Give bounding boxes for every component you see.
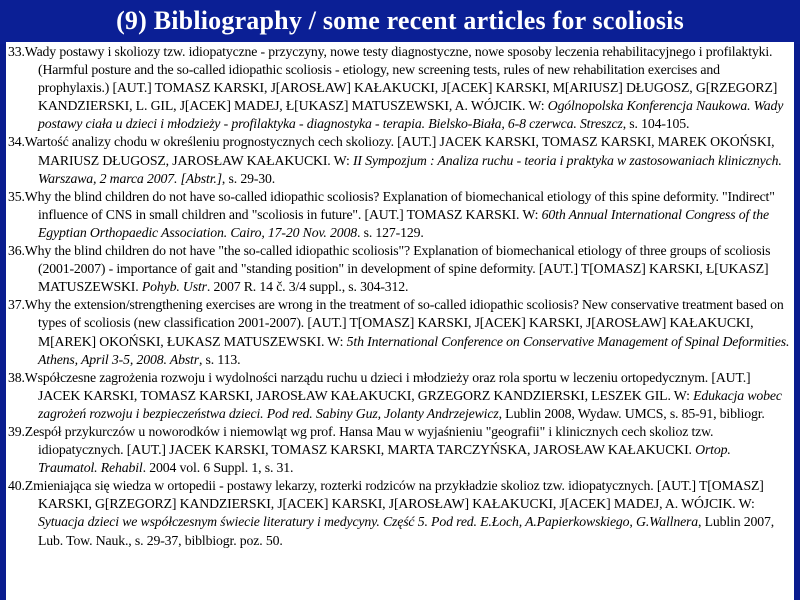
reference-text: Wady postawy i skoliozy tzw. idiopatyczne - przyczyny, nowe testy diagnostyczne, nowe sposoby leczenia rehabilitacyjnego i profilaktyki. (Harmful posture and the so-called idiopathic scoliosis - etiology, new screening tests, rules of new rehabilitation exercises and prophylaxis.) [AUT.] TOMASZ KARSKI, J[AROSŁAW] KAŁAKUCKI, J[ACEK] KARSKI, M[ARIUSZ] DŁUGOSZ, G[RZEGORZ] KANDZIERSKI, L. GIL, J[ACEK] MADEJ, Ł[UKASZ] MATUSZEWSKI, A. WÓJCIK. W: <box>24 44 778 114</box>
reference-number: 35. <box>8 188 25 204</box>
reference-venue: Sytuacja dzieci we współczesnym świecie literatury i medycyny. Część 5. Pod red. E.Łoch, A.Papierkowskiego, G.Wallnera <box>38 514 699 530</box>
reference-text: Why the blind children do not have so-called idiopathic scoliosis? Explanation of biomechanical etiology of this spine deformity. "Indirect" influence of CNS in small children and "scoliosis in future". [AUT.] TOMASZ KARSKI. W: <box>24 188 775 222</box>
reference-tail: . s. 127-129. <box>357 224 424 240</box>
reference-33 <box>8 43 790 133</box>
reference-tail: . 2004 vol. 6 Suppl. 1, s. 31. <box>142 460 294 476</box>
reference-tail: . 2007 R. 14 č. 3/4 suppl., s. 304-312. <box>206 279 409 295</box>
reference-number: 38. <box>8 369 25 385</box>
reference-number: 39. <box>8 423 25 439</box>
reference-venue: Edukacja wobec zagrożeń rozwoju i bezpieczeństwa dzieci. Pod red. Sabiny Guz, Jolanty Andrzejewicz <box>38 387 782 421</box>
reference-number: 34. <box>8 134 25 150</box>
reference-37 <box>8 296 790 368</box>
reference-tail: , s. 29-30. <box>221 170 276 186</box>
reference-text: Zespół przykurczów u noworodków i niemowląt wg prof. Hansa Mau w wyjaśnieniu "geografii" i klinicznych cech skolioz tzw. idiopatycznych. [AUT.] JACEK KARSKI, TOMASZ KARSKI, MARTA TARCZYŃSKA, JAROSŁAW KAŁAKUCKI. <box>24 423 714 458</box>
reference-tail: , Lublin 2008, Wydaw. UMCS, s. 85-91, bibliogr. <box>498 405 765 421</box>
reference-tail: , s. 113. <box>198 351 241 367</box>
reference-text: Why the extension/strengthening exercises are wrong in the treatment of so-called idiopathic scoliosis? New conservative treatment based on types of scoliosis (new classification 2001-2007). [AUT.] T[OMASZ] KARSKI, J[ACEK] KARSKI, J[AROSŁAW] KAŁAKUCKI, M[AREK] OKOŃSKI, ŁUKASZ MATUSZEWSKI. W: <box>24 297 784 349</box>
reference-39 <box>8 423 790 477</box>
slide-title: (9) Bibliography / some recent articles for scoliosis <box>116 6 684 35</box>
reference-venue: Pohyb. Ustr <box>141 279 207 295</box>
reference-38 <box>8 369 790 423</box>
reference-35 <box>8 188 790 242</box>
reference-list <box>6 42 794 550</box>
reference-venue: Ogólnopolska Konferencja Naukowa. Wady postawy ciała u dzieci i młodzieży - profilaktyka - diagnostyka - terapia. Bielsko-Biała, 6-8 czerwca. Streszcz <box>38 98 784 132</box>
reference-number: 40. <box>8 478 25 494</box>
reference-tail: , s. 104-105. <box>622 116 690 132</box>
content-panel <box>6 42 794 600</box>
reference-venue: Ortop. Traumatol. Rehabil <box>38 442 731 476</box>
reference-venue: II Sympozjum : Analiza ruchu - teoria i praktyka w zastosowaniach klinicznych. Warszawa, 2 marca 2007. [Abstr.] <box>38 152 782 186</box>
reference-tail: , Lublin 2007, Lub. Tow. Nauk., s. 29-37, biblbiogr. poz. 50. <box>38 514 775 548</box>
reference-text: Why the blind children do not have "the so-called idiopathic scoliosis"? Explanation of biomechanical etiology of three groups of scoliosis (2001-2007) - importance of gait and "standing position" in development of spine deformity. [AUT.] T[OMASZ] KARSKI, Ł[UKASZ] MATUSZEWSKI. <box>24 243 771 295</box>
title-bar <box>0 0 800 44</box>
reference-text: Zmieniająca się wiedza w ortopedii - postawy lekarzy, rozterki rodziców na przykładzie skolioz tzw. idiopatycznych. [AUT.] T[OMASZ] KARSKI, G[RZEGORZ] KANDZIERSKI, J[ACEK] KARSKI, J[AROSŁAW] KAŁAKUCKI, J[ACEK] MADEJ, A. WÓJCIK. W: <box>24 478 764 512</box>
reference-34 <box>8 133 790 187</box>
reference-venue: 5th International Conference on Conservative Management of Spinal Deformities. Athens, April 3-5, 2008. Abstr <box>38 333 790 367</box>
reference-venue: 60th Annual International Congress of the Egyptian Orthopaedic Association. Cairo, 17-20 Nov. 2008 <box>38 206 769 240</box>
reference-number: 33. <box>8 44 25 59</box>
reference-text: Wartość analizy chodu w określeniu prognostycznych cech skoliozy. [AUT.] JACEK KARSKI, TOMASZ KARSKI, MAREK OKOŃSKI, MARIUSZ DŁUGOSZ, JAROSŁAW KAŁAKUCKI. W: <box>24 134 775 168</box>
reference-40 <box>8 477 790 549</box>
reference-36 <box>8 242 790 296</box>
reference-text: Współczesne zagrożenia rozwoju i wydolności narządu ruchu u dzieci i młodzieży oraz rola sportu w leczeniu ortopedycznym. [AUT.] JACEK KARSKI, TOMASZ KARSKI, JAROSŁAW KAŁAKUCKI, GRZEGORZ KANDZIERSKI, LESZEK GIL. W: <box>24 369 751 403</box>
reference-number: 37. <box>8 297 25 313</box>
reference-number: 36. <box>8 243 25 259</box>
